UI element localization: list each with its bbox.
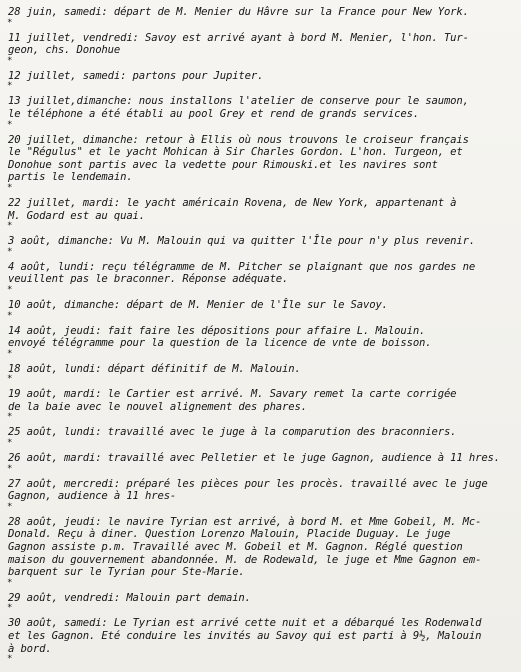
entry-line: veuillent pas le braconner. Réponse adéquate. bbox=[8, 273, 289, 286]
entry-line: envoyé télégramme pour la question de la licence de vnte de boisson. bbox=[8, 337, 432, 350]
diary-entry bbox=[7, 260, 511, 295]
diary-entry bbox=[7, 133, 511, 193]
entry-line: 28 août, jeudi: le navire Tyrian est arrivé, à bord M. et Mme Gobeil, M. Mc- bbox=[8, 515, 482, 528]
entry-line: 11 juillet, vendredi: Savoy est arrivé ayant à bord M. Menier, l'hon. Tur- bbox=[8, 31, 469, 44]
diary-entry bbox=[7, 477, 511, 512]
entry-line: 4 août, lundi: reçu télégramme de M. Pitcher se plaignant que nos gardes ne bbox=[8, 260, 476, 273]
diary-entry bbox=[7, 69, 511, 92]
entry-line: 30 août, samedi: Le Tyrian est arrivé cette nuit et a débarqué les Rodenwald bbox=[8, 617, 482, 630]
entry-marker: * bbox=[7, 310, 13, 321]
diary-entry bbox=[7, 617, 511, 665]
entry-marker: * bbox=[7, 284, 13, 295]
diary-entry bbox=[7, 591, 511, 614]
entry-marker: * bbox=[7, 501, 13, 512]
entry-line: M. Godard est au quai. bbox=[8, 209, 146, 222]
diary-entry bbox=[7, 196, 511, 232]
entry-line: Gagnon assiste p.m. Travaillé avec M. Gobeil et M. Gagnon. Réglé question bbox=[8, 541, 463, 554]
entry-marker: * bbox=[7, 182, 13, 193]
diary-entry bbox=[7, 362, 511, 385]
entry-line: à bord. bbox=[8, 642, 52, 655]
entry-line: barquent sur le Tyrian pour Ste-Marie. bbox=[8, 566, 245, 579]
entry-line: Donohue sont partis avec la vedette pour Rimouski.et les navires sont bbox=[8, 158, 438, 171]
entry-line: 18 août, lundi: départ définitif de M. Malouin. bbox=[8, 362, 301, 375]
diary-entry bbox=[7, 388, 511, 423]
entry-marker: * bbox=[7, 577, 13, 588]
entry-marker: * bbox=[7, 17, 13, 28]
entry-marker: * bbox=[7, 374, 13, 385]
entry-line: 3 août, dimanche: Vu M. Malouin qui va quitter l'Île pour n'y plus revenir. bbox=[8, 235, 476, 248]
entry-line: 10 août, dimanche: départ de M. Menier de l'Île sur le Savoy. bbox=[8, 298, 388, 311]
entry-line: de la baie avec le nouvel alignement des phares. bbox=[8, 400, 307, 413]
diary-entry bbox=[7, 31, 511, 66]
entry-marker: * bbox=[7, 221, 13, 232]
entry-line: le téléphone a été établi au pool Grey et rend de grands services. bbox=[8, 107, 420, 120]
entry-line: 25 août, lundi: travaillé avec le juge à la comparution des braconniers. bbox=[8, 426, 457, 439]
entry-marker: * bbox=[7, 412, 13, 423]
entry-line: 29 août, vendredi: Malouin part demain. bbox=[8, 591, 251, 604]
diary-entry bbox=[7, 324, 511, 359]
entry-line: 12 juillet, samedi: partons pour Jupiter. bbox=[8, 69, 264, 82]
entry-marker: * bbox=[7, 119, 13, 130]
entry-line: Gagnon, audience à 11 hres- bbox=[8, 490, 177, 503]
entry-marker: * bbox=[7, 463, 13, 474]
diary-entry bbox=[7, 235, 511, 257]
diary-entry bbox=[7, 426, 511, 449]
entry-line: Donald. Reçu à diner. Question Lorenzo Malouin, Placide Duguay. Le juge bbox=[8, 528, 451, 541]
entry-line: 27 août, mercredi: préparé les pièces pour les procès. travaillé avec le juge bbox=[8, 477, 488, 490]
entry-line: partis le lendemain. bbox=[8, 171, 133, 184]
entry-marker: * bbox=[7, 603, 13, 614]
diary-entry bbox=[7, 452, 511, 474]
entry-line: 19 août, mardi: le Cartier est arrivé. M. Savary remet la carte corrigée bbox=[8, 388, 457, 401]
entry-line: et les Gagnon. Eté conduire les invités au Savoy qui est parti à 9½, Malouin bbox=[8, 630, 482, 642]
entry-line: 20 juillet, dimanche: retour à Ellis où nous trouvons le croiseur français bbox=[8, 133, 469, 146]
entry-line: 22 juillet, mardi: le yacht américain Rovena, de New York, appartenant à bbox=[8, 196, 457, 209]
entry-marker: * bbox=[7, 81, 13, 92]
entry-marker: * bbox=[7, 654, 13, 665]
entry-line: le "Régulus" et le yacht Mohican à Sir Charles Gordon. L'hon. Turgeon, et bbox=[8, 146, 463, 159]
entry-line: 28 juin, samedi: départ de M. Menier du Hâvre sur la France pour New York. bbox=[8, 6, 469, 18]
entry-line: 26 août, mardi: travaillé avec Pelletier et le juge Gagnon, audience à 11 hres. bbox=[8, 452, 501, 465]
diary-entry bbox=[7, 298, 511, 321]
entry-line: 14 août, jeudi: fait faire les dépositions pour affaire L. Malouin. bbox=[8, 324, 426, 337]
entry-marker: * bbox=[7, 438, 13, 449]
entry-line: 13 juillet,dimanche: nous installons l'atelier de conserve pour le saumon, bbox=[8, 95, 469, 108]
entry-marker: * bbox=[7, 348, 13, 359]
entry-marker: * bbox=[7, 246, 13, 257]
diary-entry bbox=[7, 95, 511, 130]
entry-line: maison du gouvernement abandonnée. M. de Rodewald, le juge et Mme Gagnon em- bbox=[8, 553, 482, 566]
diary-entry bbox=[7, 6, 511, 28]
entry-marker: * bbox=[7, 55, 13, 66]
diary-entry bbox=[7, 515, 511, 588]
entry-line: geon, chs. Donohue bbox=[8, 44, 121, 57]
